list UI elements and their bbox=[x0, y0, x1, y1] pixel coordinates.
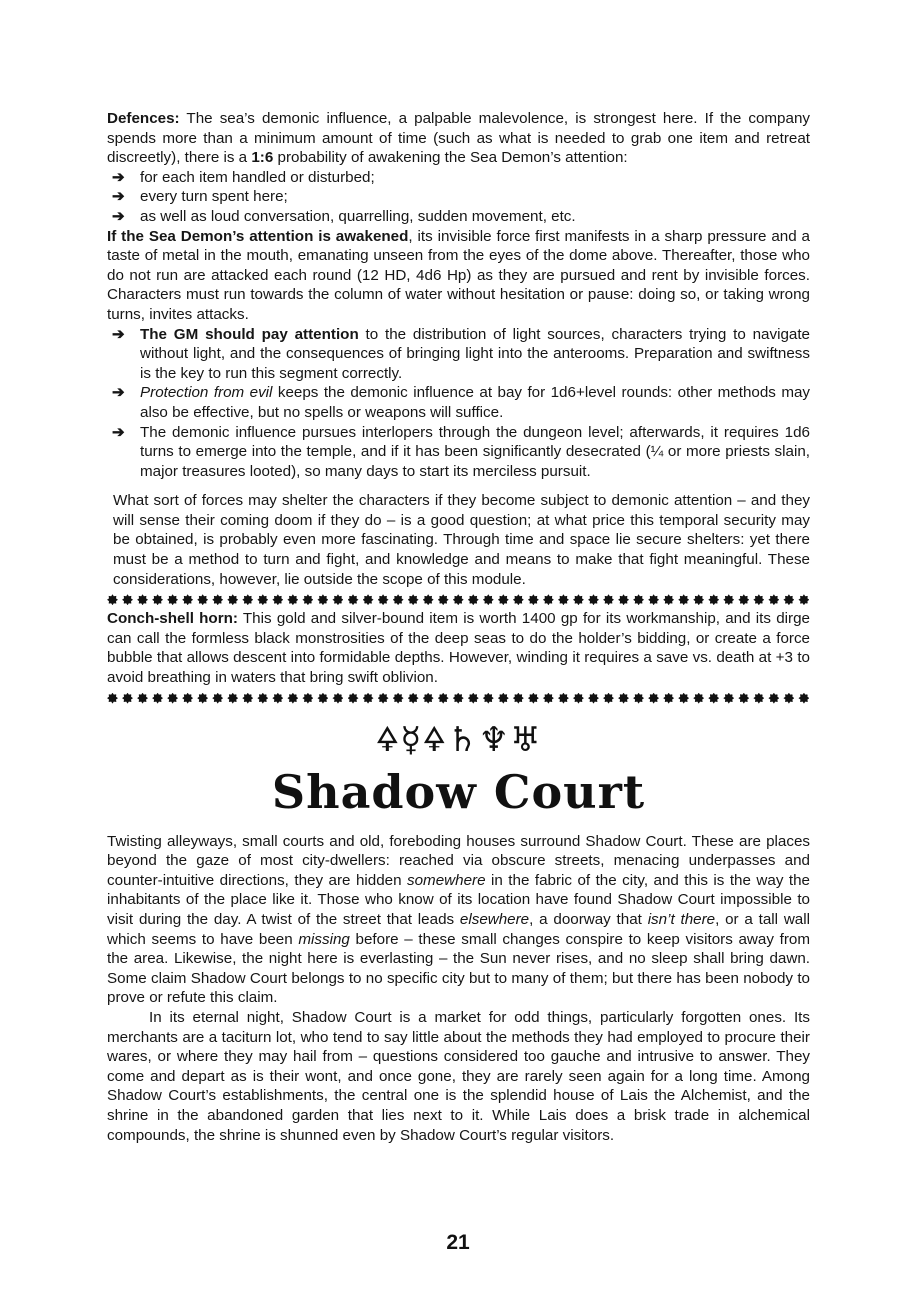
list-item: ➔ The GM should pay attention to the distribution of light sources, characters trying to navigate without light, and the consequences of bringing light into the anterooms. Preparation and swiftness is the key to run this segment correctly. bbox=[112, 325, 810, 382]
separator-top bbox=[107, 592, 810, 607]
star-ornament-icon bbox=[348, 594, 359, 605]
star-ornament-icon bbox=[723, 693, 734, 704]
section-title: Shadow Court bbox=[271, 764, 646, 819]
star-ornament-icon bbox=[227, 594, 238, 605]
item-box-paragraph: Conch-shell horn: This gold and silver-bound item is worth 1400 gp for its workmanship, and its dirge can call the formless black monstrosities of the deep seas to do the holder’s bidding, or create a force bubble that allows descent into formidable depths. However, winding it requires a save vs. death at +3 to avoid breathing in waters that bring swift oblivion. bbox=[107, 610, 811, 687]
star-ornament-icon bbox=[588, 594, 599, 605]
star-ornament-icon bbox=[558, 693, 569, 704]
star-ornament-icon bbox=[513, 594, 524, 605]
list-item: ➔ for each item handled or disturbed; bbox=[112, 168, 375, 186]
star-ornament-icon bbox=[573, 594, 584, 605]
page-number: 21 bbox=[446, 1231, 470, 1254]
star-ornament-icon bbox=[378, 693, 389, 704]
star-ornament-icon bbox=[137, 594, 148, 605]
shelter-block bbox=[107, 491, 810, 589]
list-item: ➔ every turn spent here; bbox=[112, 188, 288, 206]
star-ornament-icon bbox=[137, 693, 148, 704]
star-ornament-icon bbox=[603, 594, 614, 605]
star-ornament-icon bbox=[768, 594, 779, 605]
defences-bullet-list bbox=[107, 168, 810, 227]
defences-label: Defences: bbox=[107, 110, 180, 127]
star-ornament-icon bbox=[753, 594, 764, 605]
star-ornament-icon bbox=[287, 693, 298, 704]
page-body bbox=[107, 109, 810, 1145]
alchemical-symbols-icon: 🜍☿🜍♄♆♅ bbox=[375, 719, 542, 760]
arrow-right-icon: ➔ bbox=[112, 384, 125, 402]
star-ornament-icon bbox=[648, 594, 659, 605]
star-ornament-icon bbox=[453, 594, 464, 605]
arrow-right-icon: ➔ bbox=[112, 188, 125, 206]
star-ornament-icon bbox=[528, 594, 539, 605]
star-ornament-icon bbox=[738, 693, 749, 704]
star-ornament-icon bbox=[408, 693, 419, 704]
star-ornament-icon bbox=[753, 693, 764, 704]
star-ornament-icon bbox=[227, 693, 238, 704]
star-ornament-icon bbox=[468, 693, 479, 704]
star-ornament-icon bbox=[618, 693, 629, 704]
star-ornament-icon bbox=[603, 693, 614, 704]
star-ornament-icon bbox=[708, 693, 719, 704]
star-ornament-icon bbox=[122, 693, 133, 704]
star-ornament-icon bbox=[708, 594, 719, 605]
star-ornament-icon bbox=[723, 594, 734, 605]
star-ornament-icon bbox=[257, 693, 268, 704]
star-ornament-icon bbox=[152, 693, 163, 704]
star-ornament-icon bbox=[348, 693, 359, 704]
separator-bottom bbox=[107, 691, 810, 706]
intro-paragraph: Twisting alleyways, small courts and old, foreboding houses surround Shadow Court. These are places beyond the gaze of most city-dwellers: reached via obscure streets, menacing underpasses and counter-intuitive directions, they are hidden somewhere in the fabric of the city, and this is the way the inhabitants of the place like it. Those who know of its location have found Shadow Court impossible to visit during the day. A twist of the street that leads elsewhere, a doorway that isn’t there, or a tall wall which seems to have been missing before – these small changes conspire to keep visitors away from the area. Likewise, the night here is everlasting – the Sun never rises, and no sleep shall bring dawn. Some claim Shadow Court belongs to no specific city but to many of them; but there has been nobody to prove or refute this claim. bbox=[107, 832, 810, 1007]
star-ornament-icon bbox=[182, 693, 193, 704]
star-ornament-icon bbox=[768, 693, 779, 704]
item-label: Conch-shell horn: bbox=[107, 610, 238, 628]
star-ornament-icon bbox=[363, 594, 374, 605]
arrow-right-icon: ➔ bbox=[112, 325, 125, 343]
star-ornament-icon bbox=[798, 594, 809, 605]
star-ornament-icon bbox=[618, 594, 629, 605]
star-ornament-icon bbox=[498, 693, 509, 704]
star-ornament-icon bbox=[678, 594, 689, 605]
star-ornament-icon bbox=[332, 594, 343, 605]
arrow-right-icon: ➔ bbox=[112, 168, 125, 186]
gm-notes-bullet-list bbox=[107, 325, 810, 482]
awakened-paragraph: If the Sea Demon’s attention is awakened, its invisible force first manifests in a sharp pressure and a taste of metal in the mouth, emanating unseen from the eyes of the dome above. Thereafter, those who do not run are attacked each round (12 HD, 4d6 Hp) as they are pursued and rent by invisible forces. Characters must run towards the column of water without hesitation or pause: doing so, or taking wrong turns, invites attacks. bbox=[107, 227, 811, 323]
star-ornament-icon bbox=[423, 693, 434, 704]
list-item: ➔ Protection from evil keeps the demonic influence at bay for 1d6+level rounds: other methods may also be effective, but no spells or weapons will suffice. bbox=[112, 384, 811, 421]
star-ornament-icon bbox=[242, 693, 253, 704]
star-ornament-icon bbox=[107, 594, 118, 605]
star-ornament-icon bbox=[798, 693, 809, 704]
star-ornament-icon bbox=[498, 594, 509, 605]
star-ornament-icon bbox=[528, 693, 539, 704]
star-ornament-icon bbox=[633, 693, 644, 704]
star-ornament-icon bbox=[678, 693, 689, 704]
star-ornament-icon bbox=[167, 693, 178, 704]
star-ornament-icon bbox=[317, 693, 328, 704]
star-ornament-icon bbox=[302, 594, 313, 605]
star-ornament-icon bbox=[287, 594, 298, 605]
awakened-label: If the Sea Demon’s attention is awakened bbox=[107, 227, 409, 245]
star-ornament-icon bbox=[438, 594, 449, 605]
defences-paragraph: Defences: The sea’s demonic influence, a palpable malevolence, is strongest here. If the company spends more than a minimum amount of time (such as what is needed to grab one item and retreat discreetly), there is a 1:6 probability of awakening the Sea Demon’s attention: bbox=[107, 110, 810, 167]
star-ornament-icon bbox=[513, 693, 524, 704]
market-paragraph: In its eternal night, Shadow Court is a market for odd things, particularly forgotten ones. Its merchants are a taciturn lot, who tend to say little about the methods they had employed to procure their wares, or where they may hail from – questions considered too gauche and intrusive to answer. They come and depart as is their wont, and once gone, they are rarely seen again for a long time. Among Shadow Court’s establishments, the central one is the splendid house of Lais the Alchemist, and the shrine in the abandoned garden that lies next to it. While Lais does a brisk trade in alchemical compounds, the shrine is shunned even by Shadow Court’s regular visitors. bbox=[107, 1008, 810, 1144]
star-ornament-icon bbox=[543, 594, 554, 605]
star-ornament-icon bbox=[483, 594, 494, 605]
star-ornament-icon bbox=[558, 594, 569, 605]
odds-value: 1:6 bbox=[251, 149, 274, 167]
star-ornament-icon bbox=[408, 594, 419, 605]
star-ornament-icon bbox=[393, 693, 404, 704]
star-ornament-icon bbox=[783, 693, 794, 704]
star-ornament-icon bbox=[257, 594, 268, 605]
arrow-right-icon: ➔ bbox=[112, 207, 125, 225]
list-item: ➔ The demonic influence pursues interlopers through the dungeon level; afterwards, it requires 1d6 turns to emerge into the temple, and if it has been significantly desecrated (¼ or more priests slain, major treasures looted), so many days to start its merciless pursuit. bbox=[112, 423, 810, 480]
star-ornament-icon bbox=[663, 594, 674, 605]
list-item: ➔ as well as loud conversation, quarrelling, sudden movement, etc. bbox=[112, 207, 576, 225]
star-ornament-icon bbox=[483, 693, 494, 704]
star-ornament-icon bbox=[378, 594, 389, 605]
star-ornament-icon bbox=[783, 594, 794, 605]
star-ornament-icon bbox=[453, 693, 464, 704]
star-ornament-icon bbox=[543, 693, 554, 704]
star-ornament-icon bbox=[152, 594, 163, 605]
star-ornament-icon bbox=[573, 693, 584, 704]
star-ornament-icon bbox=[363, 693, 374, 704]
star-ornament-icon bbox=[272, 693, 283, 704]
star-ornament-icon bbox=[272, 594, 283, 605]
star-ornament-icon bbox=[438, 693, 449, 704]
star-ornament-icon bbox=[197, 693, 208, 704]
star-ornament-icon bbox=[182, 594, 193, 605]
star-ornament-icon bbox=[107, 693, 118, 704]
star-ornament-icon bbox=[648, 693, 659, 704]
star-ornament-icon bbox=[663, 693, 674, 704]
star-ornament-icon bbox=[302, 693, 313, 704]
star-ornament-icon bbox=[693, 693, 704, 704]
star-ornament-icon bbox=[212, 693, 223, 704]
star-ornament-icon bbox=[393, 594, 404, 605]
star-ornament-icon bbox=[212, 594, 223, 605]
star-ornament-icon bbox=[633, 594, 644, 605]
star-ornament-icon bbox=[317, 594, 328, 605]
star-ornament-icon bbox=[738, 594, 749, 605]
arrow-right-icon: ➔ bbox=[112, 423, 125, 441]
star-ornament-icon bbox=[423, 594, 434, 605]
star-ornament-icon bbox=[468, 594, 479, 605]
shelter-paragraph: What sort of forces may shelter the characters if they become subject to demonic attention – and they will sense their coming doom if they do – is a good question; at what price this temporal security may be obtained, is probably even more fascinating. Through time and space lie secure shelters: yet there must be a method to turn and fight, and knowledge and means to make that fight meaningful. These considerations, however, lie outside the scope of this module. bbox=[113, 492, 810, 588]
star-ornament-icon bbox=[242, 594, 253, 605]
star-ornament-icon bbox=[122, 594, 133, 605]
star-ornament-icon bbox=[332, 693, 343, 704]
star-ornament-icon bbox=[167, 594, 178, 605]
star-ornament-icon bbox=[197, 594, 208, 605]
star-ornament-icon bbox=[588, 693, 599, 704]
star-ornament-icon bbox=[693, 594, 704, 605]
